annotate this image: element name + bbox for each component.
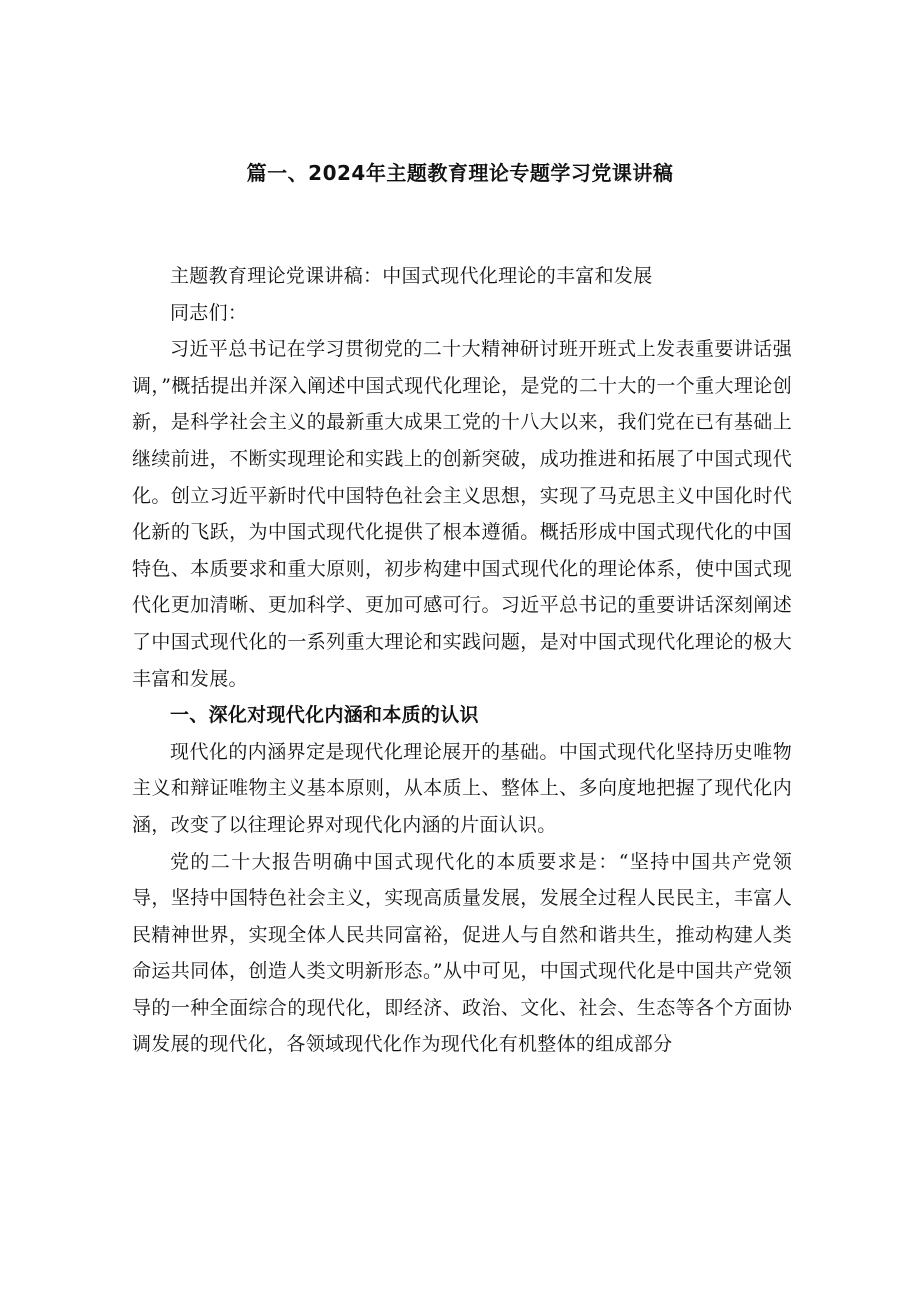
subtitle-paragraph: 主题教育理论党课讲稿：中国式现代化理论的丰富和发展 [170,265,653,287]
salutation-paragraph: 同志们： [170,301,248,324]
intro-paragraph: 习近平总书记在学习贯彻党的二十大精神研讨班开班式上发表重要讲话强调，”概括提出并深入阐述中国式现代化理论，是党的二十大的一个重大理论创新，是科学社会主义的最新重大成果工党的十八大以来，我们党在已有基础上继续前进，不断实现理论和实践上的创新突破，成功推进和拓展了中国式现代化。创立习近平新时代中国特色社会主义思想，实现了马克思主义中国化时代化新的飞跃，为中国式现代化提供了根本遵循。概括形成中国式现代化的中国特色、本质要求和重大原则，初步构建中国式现代化的理论体系，使中国式现代化更加清晰、更加科学、更加可感可行。习近平总书记的重要讲话深刻阐述了中国式现代化的一系列重大理论和实践问题，是对中国式现代化理论的极大丰富和发展。 [132,338,792,690]
section-heading: 一、深化对现代化内涵和本质的认识 [170,704,479,727]
document-title: 篇一、2024年主题教育理论专题学习党课讲稿 [246,161,674,185]
body-paragraph: 党的二十大报告明确中国式现代化的本质要求是：“坚持中国共产党领导，坚持中国特色社会主义，实现高质量发展，发展全过程人民民主，丰富人民精神世界，实现全体人民共同富裕，促进人与自然和谐共生，推动构建人类命运共同体，创造人类文明新形态。”从中可见，中国式现代化是中国共产党领导的一种全面综合的现代化，即经济、政治、文化、社会、生态等各个方面协调发展的现代化，各领域现代化作为现代化有机整体的组成部分 [132,850,792,1056]
body-paragraph: 现代化的内涵界定是现代化理论展开的基础。中国式现代化坚持历史唯物主义和辩证唯物主义基本原则，从本质上、整体上、多向度地把握了现代化内涵，改变了以往理论界对现代化内涵的片面认识。 [132,740,792,836]
document-body [132,258,792,1063]
